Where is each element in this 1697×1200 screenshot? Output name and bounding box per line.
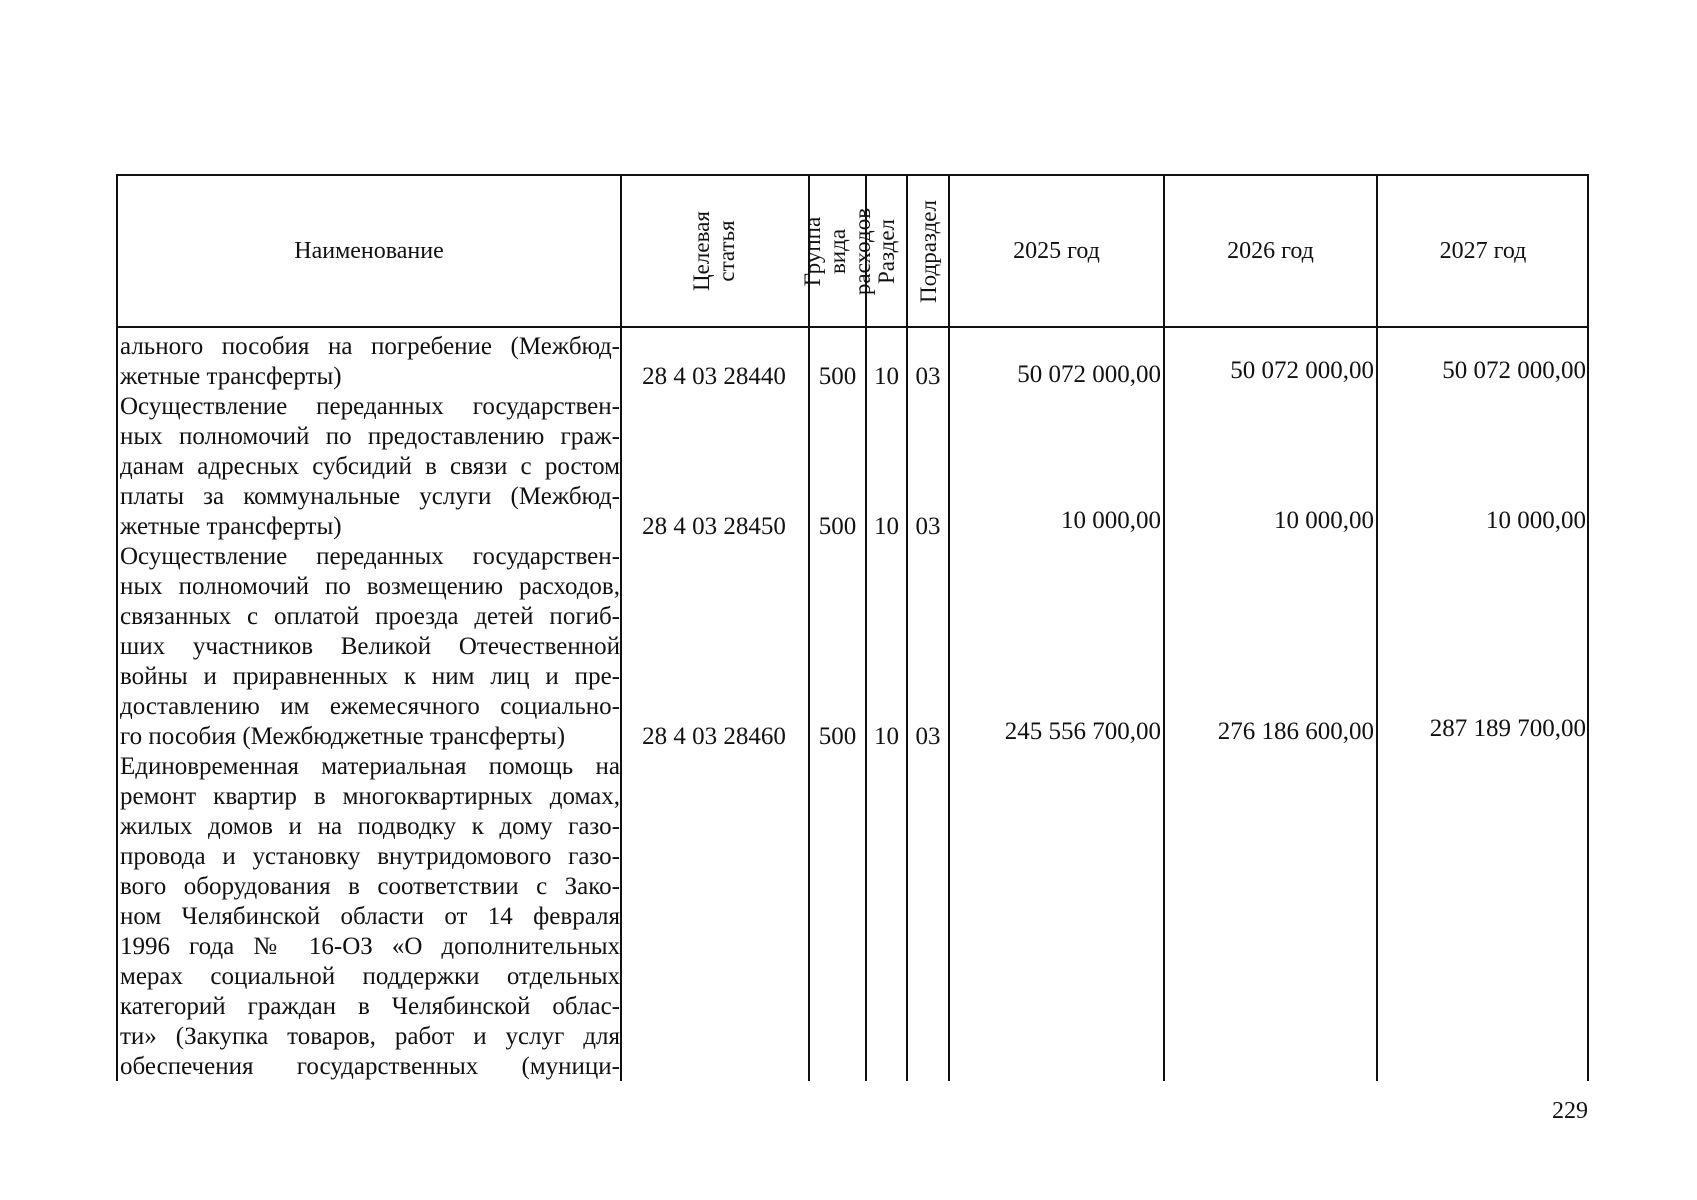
row-name: Осуществление переданных государствен- ных полномочий по предоставлению граж- данам адресных субсидий в связи с ростом платы за коммунальные услуги (Межбюд- жетные трансферты)	[120, 393, 620, 540]
section-code: 10	[874, 723, 899, 750]
expense-group: 500	[818, 723, 857, 750]
header-divider	[118, 326, 1587, 328]
subsection-code: 03	[915, 513, 941, 540]
header-target: Целевая статья	[689, 211, 739, 291]
amount-2025: 50 072 000,00	[1017, 361, 1161, 388]
subsection-code: 03	[915, 363, 941, 390]
amount-2026: 10 000,00	[1274, 507, 1374, 534]
budget-table	[116, 174, 1589, 1081]
amount-2027: 287 189 700,00	[1429, 715, 1586, 742]
header-2025: 2025 год	[1013, 238, 1100, 264]
header-section: Раздел	[874, 218, 899, 284]
amount-2027: 50 072 000,00	[1442, 357, 1586, 384]
header-2027: 2027 год	[1439, 238, 1527, 264]
target-article: 28 4 03 28460	[642, 723, 786, 750]
page-number: 229	[1552, 1098, 1588, 1124]
amount-2027: 10 000,00	[1486, 507, 1586, 534]
amount-2025: 10 000,00	[1061, 507, 1161, 534]
header-name: Наименование	[294, 238, 444, 264]
amount-2026: 50 072 000,00	[1230, 357, 1374, 384]
header-2026: 2026 год	[1227, 238, 1314, 264]
target-article: 28 4 03 28450	[642, 513, 786, 540]
row-name: ального пособия на погребение (Межбюд- жетные трансферты)	[120, 333, 620, 390]
target-article: 28 4 03 28440	[642, 363, 786, 390]
amount-2026: 276 186 600,00	[1217, 718, 1374, 745]
row-name: Единовременная материальная помощь на ремонт квартир в многоквартирных домах, жилых домов и на подводку к дому газо- провода и установку внутридомового газо- вого оборудования в соответствии с Зако- ном Челябинской области от 14 февраля 1996 года № 16-ОЗ «О дополнительных мерах социальной поддержки отдельных категорий граждан в Челябинской облас- ти» (Закупка товаров, работ и услуг для обеспечения государственных (муници-	[120, 753, 620, 1080]
header-group: Группа вида расходов	[800, 207, 876, 295]
section-code: 10	[874, 513, 899, 540]
amount-2025: 245 556 700,00	[1004, 718, 1161, 745]
header-subsection: Подраздел	[915, 199, 941, 303]
expense-group: 500	[818, 513, 857, 540]
expense-group: 500	[818, 363, 857, 390]
row-name: Осуществление переданных государствен- ных полномочий по возмещению расходов, связанных с оплатой проезда детей погиб- ших участников Великой Отечественной войны и приравненных к ним лиц и пре- доставлению им ежемесячного социально- го пособия (Межбюджетные трансферты)	[120, 543, 620, 750]
subsection-code: 03	[915, 723, 941, 750]
section-code: 10	[874, 363, 899, 390]
